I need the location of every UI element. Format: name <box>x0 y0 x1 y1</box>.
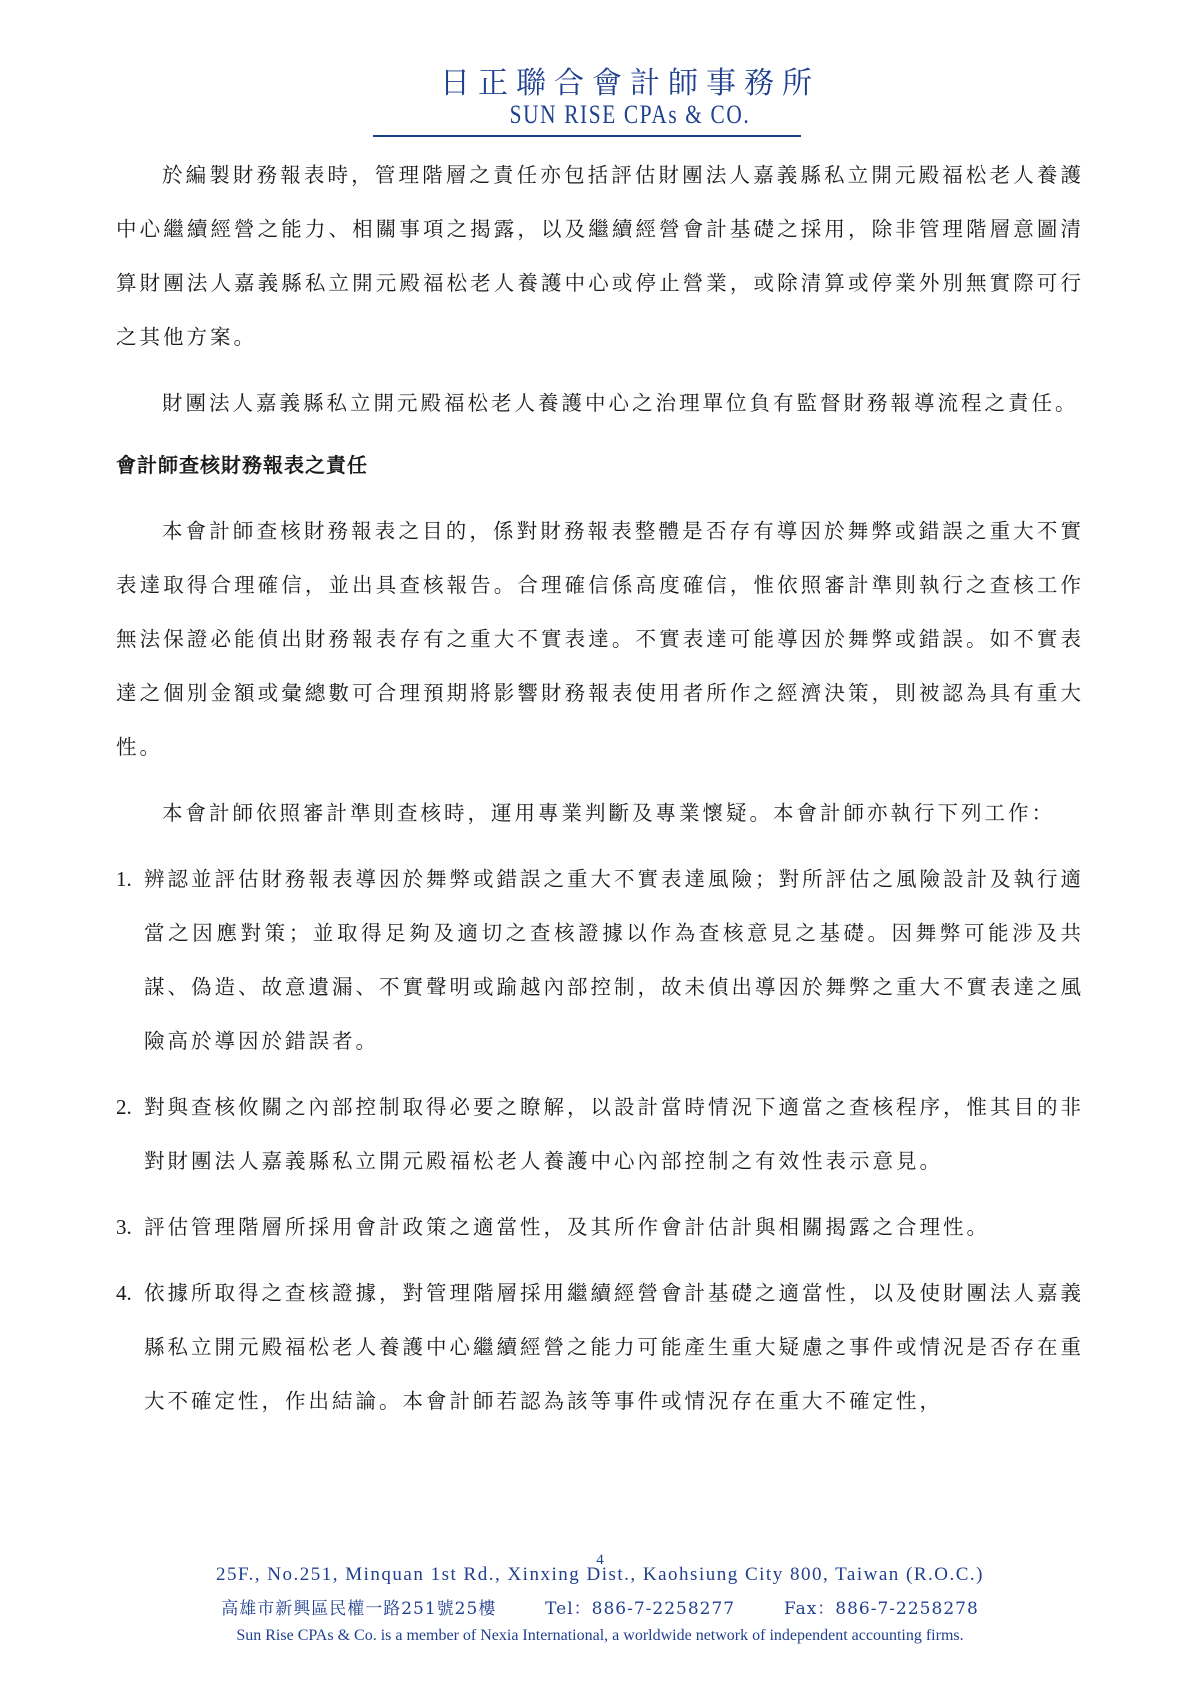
list-item-text: 對與查核攸關之內部控制取得必要之瞭解，以設計當時情況下適當之查核程序，惟其目的非對財團法人嘉義縣私立開元殿福松老人養護中心內部控制之有效性表示意見。 <box>144 1095 1084 1173</box>
list-item-number: 4. <box>116 1281 132 1305</box>
page-number: 4 <box>596 1552 604 1568</box>
list-item <box>116 852 1084 1068</box>
paragraph-going-concern: 於編製財務報表時，管理階層之責任亦包括評估財團法人嘉義縣私立開元殿福松老人養護中心繼續經營之能力、相關事項之揭露，以及繼續經營會計基礎之採用，除非管理階層意圖清算財團法人嘉義縣私立開元殿福松老人養護中心或停止營業，或除清算或停業外別無實際可行之其他方案。 <box>116 163 1084 349</box>
paragraph-auditor-objective: 本會計師查核財務報表之目的，係對財務報表整體是否存有導因於舞弊或錯誤之重大不實表達取得合理確信，並出具查核報告。合理確信係高度確信，惟依照審計準則執行之查核工作無法保證必能偵出財務報表存有之重大不實表達。不實表達可能導因於舞弊或錯誤。如不實表達之個別金額或彙總數可合理預期將影響財務報表使用者所作之經濟決策，則被認為具有重大性。 <box>116 519 1084 759</box>
procedures-list <box>116 852 1084 1428</box>
footer-contact <box>0 1594 1200 1619</box>
footer-membership-note: Sun Rise CPAs & Co. is a member of Nexia International, a worldwide network of independent accounting firms. <box>236 1627 964 1644</box>
section-heading: 會計師查核財務報表之責任 <box>116 453 368 477</box>
letterhead-divider <box>373 135 801 137</box>
footer-address-english: 25F., No.251, Minquan 1st Rd., Xinxing Dist., Kaohsiung City 800, Taiwan (R.O.C.) <box>215 1564 984 1585</box>
list-item-number: 3. <box>116 1215 132 1239</box>
footer-fax: Fax：886-7-2258278 <box>783 1599 979 1619</box>
list-item-text: 辨認並評估財務報表導因於舞弊或錯誤之重大不實表達風險；對所評估之風險設計及執行適當之因應對策；並取得足夠及適切之查核證據以作為查核意見之基礎。因舞弊可能涉及共謀、偽造、故意遺漏、不實聲明或踰越內部控制，故未偵出導因於舞弊之重大不實表達之風險高於導因於錯誤者。 <box>144 867 1084 1053</box>
list-item <box>116 1080 1084 1188</box>
document-body <box>116 148 1084 1440</box>
footer-address-chinese: 高雄市新興區民權一路251號25樓 <box>221 1599 497 1619</box>
list-item <box>116 1266 1084 1428</box>
paragraph-audit-procedures: 本會計師依照審計準則查核時，運用專業判斷及專業懷疑。本會計師亦執行下列工作： <box>162 801 1055 825</box>
firm-name-english: SUN RISE CPAs & CO. <box>509 100 751 129</box>
list-item-number: 2. <box>116 1095 132 1119</box>
footer-telephone: Tel：886-7-2258277 <box>545 1599 736 1619</box>
paragraph-governance: 財團法人嘉義縣私立開元殿福松老人養護中心之治理單位負有監督財務報導流程之責任。 <box>162 391 1079 415</box>
list-item-text: 評估管理階層所採用會計政策之適當性，及其所作會計估計與相關揭露之合理性。 <box>144 1215 990 1239</box>
list-item <box>116 1200 1084 1254</box>
firm-name-chinese: 日正聯合會計師事務所 <box>440 66 820 101</box>
list-item-text: 依據所取得之查核證據，對管理階層採用繼續經營會計基礎之適當性，以及使財團法人嘉義縣私立開元殿福松老人養護中心繼續經營之能力可能產生重大疑慮之事件或情況是否存在重大不確定性，作出結論。本會計師若認為該等事件或情況存在重大不確定性， <box>144 1281 1084 1413</box>
footer <box>0 1564 1200 1645</box>
letterhead <box>0 58 1200 130</box>
list-item-number: 1. <box>116 867 132 891</box>
